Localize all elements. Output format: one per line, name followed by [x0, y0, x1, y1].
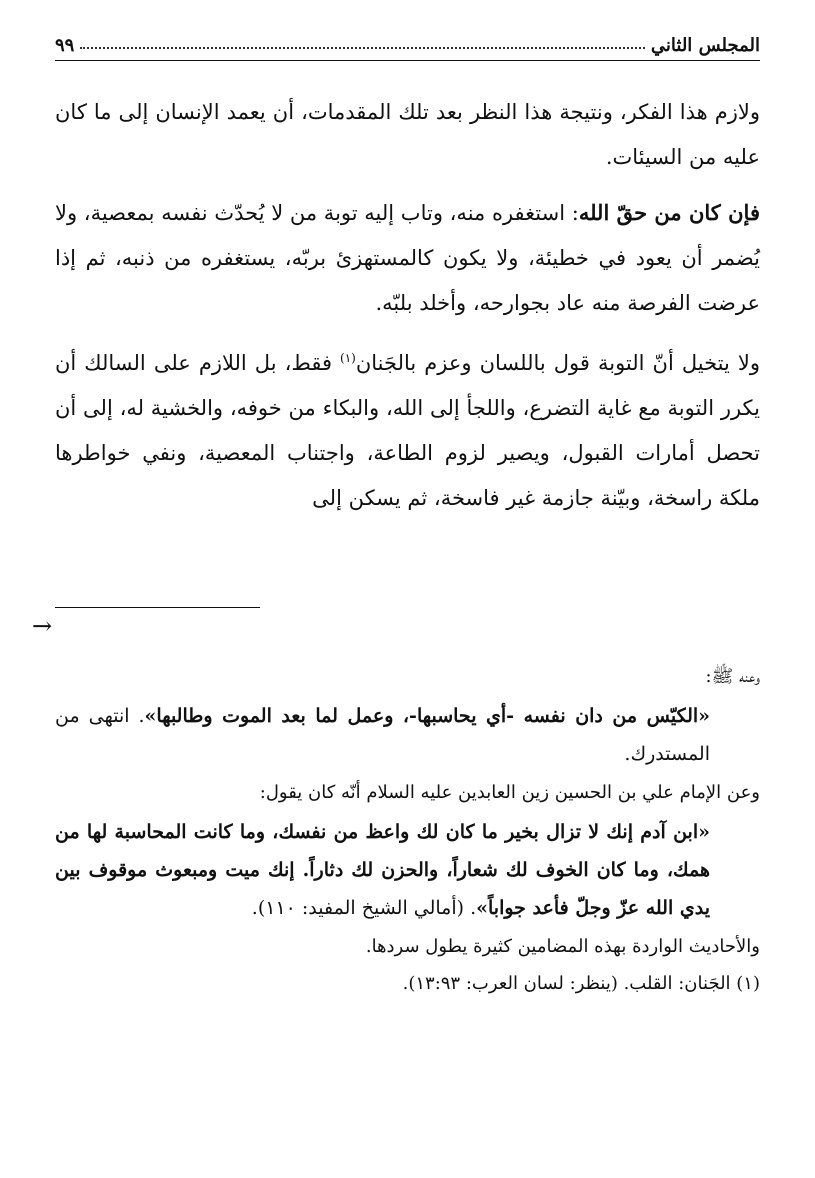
note-4: (١) الجَنان: القلب. (ينظر: لسان العرب: ١٣:٩٣).	[402, 973, 760, 994]
main-text	[55, 90, 760, 531]
note-1-intro: وعنه ﷺ:	[705, 666, 760, 687]
paragraph-3	[55, 336, 760, 521]
header-dot-leader	[80, 33, 645, 49]
chapter-title: المجلس الثاني	[650, 34, 760, 56]
paragraph-1: ولازم هذا الفكر، ونتيجة هذا النظر بعد تلك المقدمات، أن يعمد الإنسان إلى ما كان عليه من السيئات.	[55, 100, 760, 169]
note-2-quote	[55, 813, 760, 927]
paragraph-3-text-a: ولا يتخيل أنّ التوبة قول باللسان وعزم بالجَنان	[355, 351, 760, 375]
continuation-arrow-icon: →	[32, 612, 53, 640]
note-1-quote-source: . انتهى من المستدرك.	[55, 705, 710, 765]
footnote-separator	[55, 607, 260, 608]
note-2-intro: وعن الإمام علي بن الحسين زين العابدين عليه السلام أنّه كان يقول:	[259, 782, 760, 803]
running-header	[55, 30, 760, 61]
paragraph-2-lead: فإن كان من حقّ الله	[578, 200, 760, 225]
paragraph-2	[55, 190, 760, 326]
note-1-quote-text: «الكيّس من دان نفسه -أي يحاسبها-، وعمل لما بعد الموت وطالبها»	[144, 705, 711, 727]
footnotes	[55, 660, 760, 1004]
page-number: ٩٩	[55, 34, 75, 56]
note-3: والأحاديث الواردة بهذه المضامين كثيرة يطول سردها.	[365, 936, 760, 957]
paragraph-2-text: : استغفره منه، وتاب إليه توبة من لا يُحدّث نفسه بمعصية، ولا يُضمر أن يعود في خطيئة، ولا يكون كالمستهزئ بربّه، يستغفره من ذنبه، ثم إذا عرضت الفرصة منه عاد بجوارحه، وأخلد بلبّه.	[55, 201, 760, 315]
footnote-ref-1[interactable]: (١)	[340, 351, 356, 365]
note-2-quote-text: «ابن آدم إنك لا تزال بخير ما كان لك واعظ من نفسك، وما كانت المحاسبة لها من همك، وما كان الخوف لك شعاراً، والحزن لك دثاراً. إنك ميت ومبعوث موقوف بين يدي الله عزّ وجلّ فأعد جواباً»	[55, 821, 710, 919]
note-1-quote	[55, 697, 760, 773]
paragraph-3-text-b: فقط، بل اللازم على السالك أن يكرر التوبة مع غاية التضرع، واللجأ إلى الله، والبكاء من خوفه، والخشية له، إلى أن تحصل أمارات القبول، ويصير لزوم الطاعة، واجتناب المعصية، ونفي خواطرها ملكة راسخة، وبيّنة جازمة غير فاسخة، ثم يسكن إلى	[55, 351, 760, 510]
note-2-quote-source: . (أمالي الشيخ المفيد: ١١٠).	[251, 897, 477, 919]
